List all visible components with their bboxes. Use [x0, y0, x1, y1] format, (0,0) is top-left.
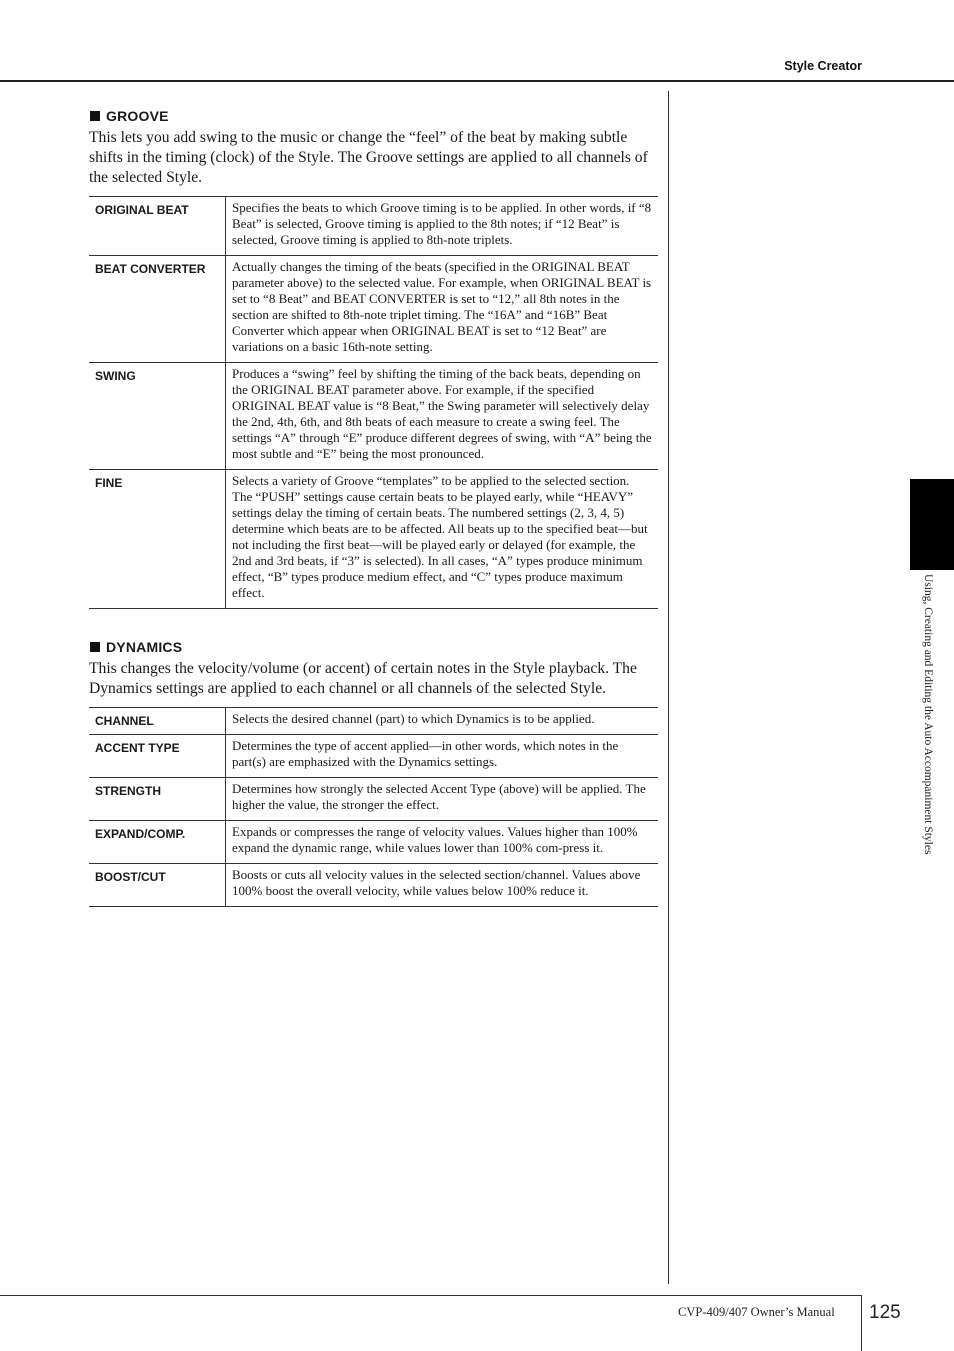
- section-heading-dynamics: [89, 639, 659, 655]
- table-row: [89, 256, 658, 363]
- param-description: Produces a “swing” feel by shifting the timing of the back beats, depending on the ORIGINAL BEAT parameter above. For example, if the specified ORIGINAL BEAT value is “8 Beat,” the Swing parameter will selectively delay the 2nd, 4th, 6th, and 8th beats of each measure to create a swing feel. The settings “A” through “E” produce different degrees of swing, with “A” being the most subtle and “E” being the most pronounced.: [226, 363, 659, 470]
- page-number: 125: [869, 1302, 901, 1323]
- param-name: BEAT CONVERTER: [89, 256, 226, 363]
- header-rule: [0, 80, 954, 82]
- param-description: Determines the type of accent applied—in other words, which notes in the part(s) are emphasized with the Dynamics settings.: [226, 735, 659, 778]
- param-description: Actually changes the timing of the beats (specified in the ORIGINAL BEAT parameter above) to the selected value. For example, when ORIGINAL BEAT is set to “8 Beat” and BEAT CONVERTER is set to “12,” all 8th notes in the section are shifted to 8th-note triplet timing. The “16A” and “16B” Beat Converter which appear when ORIGINAL BEAT is set to “12 Beat” are variations on a basic 16th-note setting.: [226, 256, 659, 363]
- param-description: Selects a variety of Groove “templates” to be applied to the selected section. The “PUSH” settings cause certain beats to be played early, while “HEAVY” settings delay the timing of certain beats. The numbered settings (2, 3, 4, 5) determine which beats are to be affected. All beats up to the specified beat—but not including the first beat—will be played early or delayed (for example, the 2nd and 3rd beats, if “3” is selected). In all cases, “A” types produce minimum effect, “B” types produce medium effect, and “C” types produce maximum effect.: [226, 470, 659, 609]
- table-row: [89, 821, 658, 864]
- chapter-tab: [910, 479, 954, 570]
- param-name: STRENGTH: [89, 778, 226, 821]
- param-description: Selects the desired channel (part) to which Dynamics is to be applied.: [232, 711, 595, 726]
- groove-parameter-table: [89, 196, 658, 609]
- footer-rule: [0, 1295, 862, 1296]
- dynamics-parameter-table: [89, 707, 658, 907]
- param-name: SWING: [89, 363, 226, 470]
- section-title: DYNAMICS: [106, 639, 183, 655]
- square-bullet-icon: [90, 642, 100, 652]
- param-description: Determines how strongly the selected Accent Type (above) will be applied. The higher the value, the stronger the effect.: [226, 778, 659, 821]
- table-row: [89, 864, 658, 907]
- section-intro: This lets you add swing to the music or change the “feel” of the beat by making subtle shifts in the timing (clock) of the Style. The Groove settings are applied to all channels of the selected Style.: [89, 129, 648, 186]
- section-heading-groove: [89, 108, 659, 124]
- footer-divider: [861, 1295, 862, 1351]
- running-header: Style Creator: [784, 59, 862, 73]
- square-bullet-icon: [90, 111, 100, 121]
- section-intro: This changes the velocity/volume (or accent) of certain notes in the Style playback. The Dynamics settings are applied to each channel or all channels of the selected Style.: [89, 660, 637, 697]
- table-row: [89, 197, 658, 256]
- section-title: GROOVE: [106, 108, 169, 124]
- param-name: FINE: [89, 470, 226, 609]
- table-row: [89, 470, 658, 609]
- param-name: CHANNEL: [89, 708, 226, 735]
- param-description: Expands or compresses the range of velocity values. Values higher than 100% expand the dynamic range, while values lower than 100% com-press it.: [226, 821, 659, 864]
- chapter-tab-label: Using, Creating and Editing the Auto Accompaniment Styles: [922, 574, 934, 855]
- param-name: ORIGINAL BEAT: [89, 197, 226, 256]
- table-row: [89, 735, 658, 778]
- column-rule: [668, 91, 669, 1284]
- table-row: [89, 363, 658, 470]
- param-name: BOOST/CUT: [89, 864, 226, 907]
- main-content: [89, 108, 659, 907]
- param-description: Boosts or cuts all velocity values in the selected section/channel. Values above 100% boost the overall velocity, while values below 100% reduce it.: [226, 864, 659, 907]
- manual-title: CVP-409/407 Owner’s Manual: [678, 1305, 835, 1319]
- param-description: Specifies the beats to which Groove timing is to be applied. In other words, if “8 Beat” is selected, Groove timing is applied to the 8th notes; if “12 Beat” is selected, Groove timing is applied to 8th-note triplets.: [232, 200, 652, 247]
- param-name: EXPAND/COMP.: [89, 821, 226, 864]
- table-row: [89, 708, 658, 735]
- table-row: [89, 778, 658, 821]
- param-name: ACCENT TYPE: [89, 735, 226, 778]
